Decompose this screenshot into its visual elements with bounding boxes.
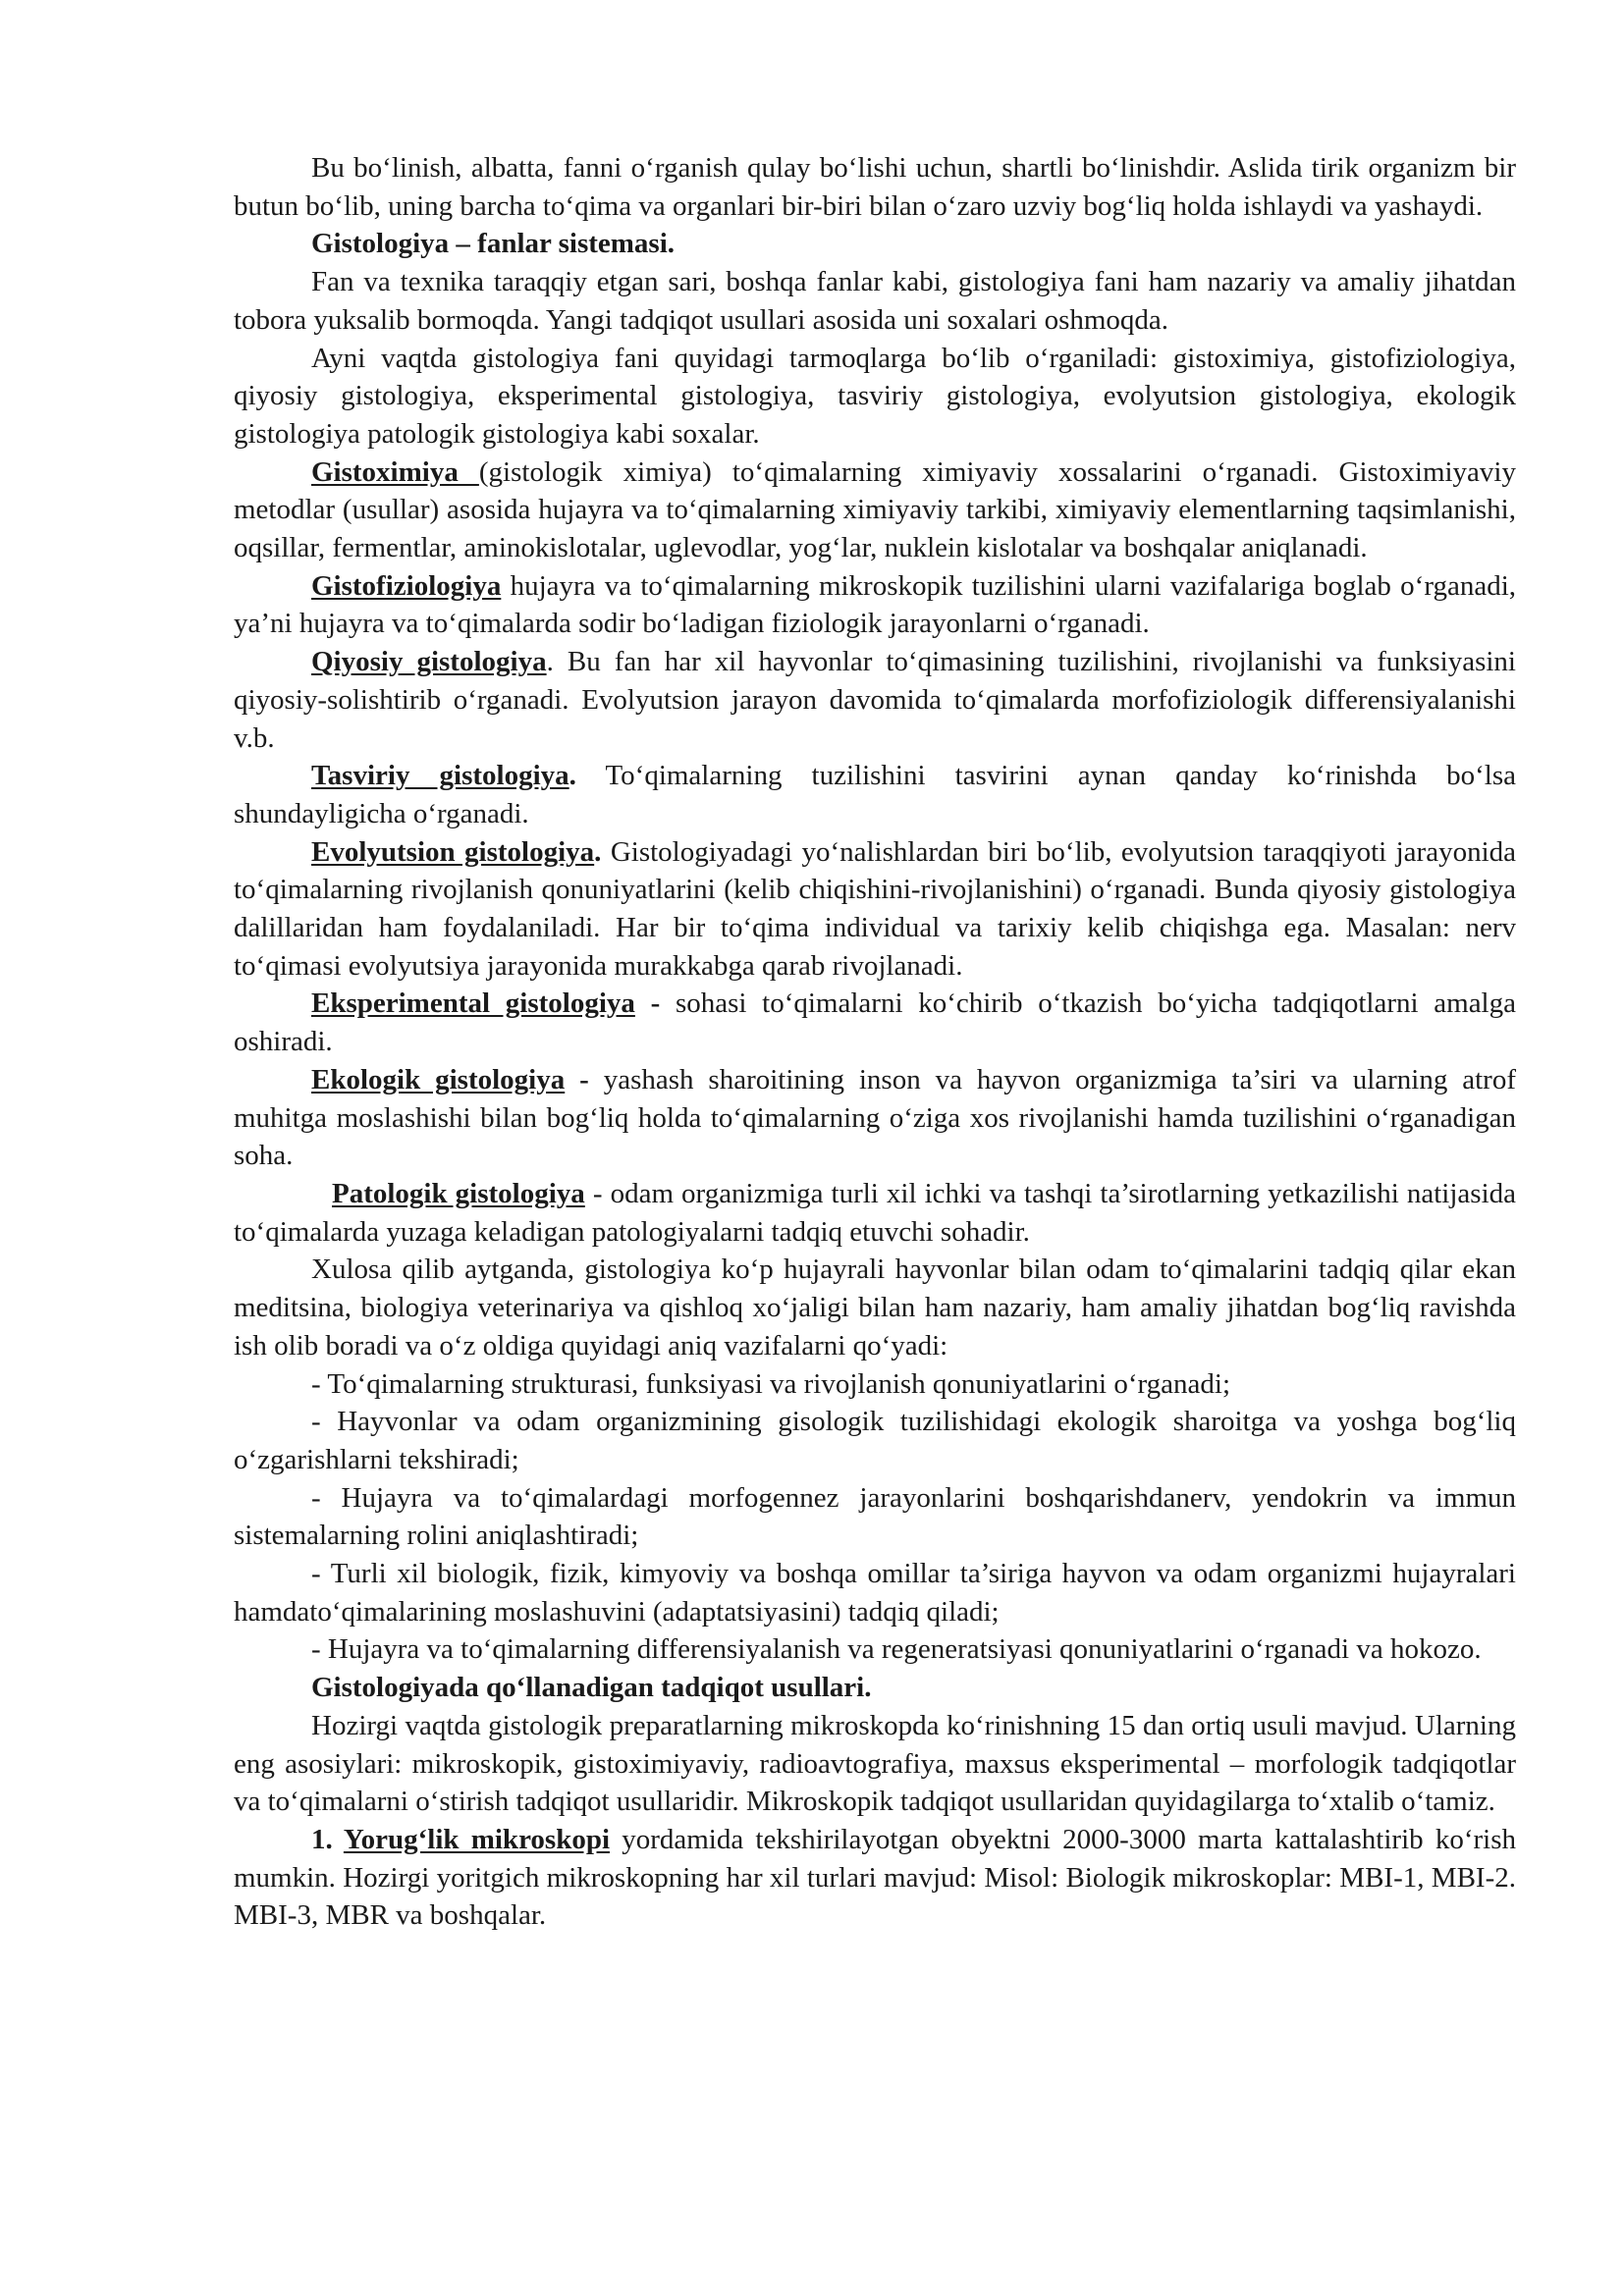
term-evolyutsion: Evolyutsion gistologiya [311, 835, 595, 868]
paragraph-tarmoqlar: Ayni vaqtda gistologiya fani quyidagi tarmoqlarga bo‘lib o‘rganiladi: gistoximiya, gistofiziologiya, qiyosiy gistologiya, eksperimental gistologiya, tasviriy gistologiya, evolyutsion gistologiya, ekologik gistologiya patologik gistologiya kabi soxalar. [234, 342, 1516, 450]
text-qiyosiy: . Bu fan har xil hayvonlar to‘qimasining tuzilishini, rivojlanishi va funksiyasini qiyosiy-solishtirib o‘rganadi. Evolyutsion jarayon davomida to‘qimalarda morfofiziologik differensiyalanishi v.b. [234, 646, 1516, 754]
paragraph-gistofiziologiya [234, 567, 1516, 643]
paragraph-yoruglik [234, 1821, 1516, 1935]
list-item: - Hayvonlar va odam organizmining gisologik tuzilishidagi ekologik sharoitga va yoshga bog‘liq o‘zgarishlarni tekshiradi; [234, 1406, 1516, 1475]
term-patologik: Patologik gistologiya [332, 1177, 585, 1209]
document-page [234, 149, 1516, 1935]
paragraph-hozirgi: Hozirgi vaqtda gistologik preparatlarning mikroskopda ko‘rinishning 15 dan ortiq usuli mavjud. Ularning eng asosiylari: mikroskopik, gistoximiyaviy, radioavtografiya, maxsus eksperimental – morfologik tadqiqotlar va to‘qimalarni o‘stirish tadqiqot usullaridir. Mikroskopik tadqiqot usullaridan quyidagilarga to‘xtalib o‘tamiz. [234, 1709, 1516, 1818]
term-qiyosiy: Qiyosiy gistologiya [311, 646, 547, 678]
list-item: - Hujayra va to‘qimalardagi morfogennez jarayonlarini boshqarishdanerv, yendokrin va immun sistemalarning rolini aniqlashtiradi; [234, 1481, 1516, 1552]
text-gistoximiya: (gistologik ximiya) to‘qimalarning ximiyaviy xossalarini o‘rganadi. Gistoximiyaviy metodlar (usullar) asosida hujayra va to‘qimalarning ximiyaviy tarkibi, ximiyaviy elementlarning taqsimlanishi, oqsillar, fermentlar, aminokislotalar, uglevodlar, yog‘lar, nuklein kislotalar va boshqalar aniqlanadi. [234, 455, 1516, 564]
paragraph-xulosa: Xulosa qilib aytganda, gistologiya ko‘p hujayrali hayvonlar bilan odam to‘qimalarini tadqiq qilar ekan meditsina, biologiya veterinariya va qishloq xo‘jaligi bilan ham nazariy, ham amaliy jihatdan bog‘liq ravishda ish olib boradi va o‘z oldiga quyidagi aniq vazifalarni qo‘yadi: [234, 1254, 1516, 1362]
term-eksperimental: Eksperimental gistologiya [311, 988, 635, 1020]
heading-tadqiqot-usullari: Gistologiyada qo‘llanadigan tadqiqot usullari. [311, 1672, 872, 1704]
term-gistofiziologiya: Gistofiziologiya [311, 569, 502, 602]
paragraph-tasviriy [234, 757, 1516, 832]
text-gistofiziologiya: hujayra va to‘qimalarning mikroskopik tuzilishini ularni vazifalariga boglab o‘rganadi, ya’ni hujayra va to‘qimalarda sodir bo‘ladigan fiziologik jarayonlarni o‘rganadi. [234, 569, 1516, 640]
paragraph-taraqqiyot: Fan va texnika taraqqiy etgan sari, boshqa fanlar kabi, gistologiya fani ham nazariy va amaliy jihatdan tobora yuksalib bormoqda. Yangi tadqiqot usullari asosida uni soxalari oshmoqda. [234, 266, 1516, 336]
dash-eksperimental: - [634, 988, 661, 1020]
heading-fanlar-sistemasi: Gistologiya – fanlar sistemasi. [311, 228, 676, 260]
paragraph-qiyosiy [234, 643, 1516, 757]
number-1: 1. [311, 1823, 344, 1855]
text-tasviriy: To‘qimalarning tuzilishini tasvirini aynan qanday ko‘rinishda bo‘lsa shundayligicha o‘rganadi. [234, 760, 1516, 829]
dot-tasviriy: . [568, 760, 576, 792]
term-yoruglik-mikroskopi: Yorug‘lik mikroskopi [343, 1823, 611, 1855]
paragraph-ekologik [234, 1061, 1516, 1175]
dash-ekologik: - [565, 1063, 589, 1095]
text-eksperimental: sohasi to‘qimalarni ko‘chirib o‘tkazish bo‘yicha tadqiqotlarni amalga oshiradi. [234, 988, 1516, 1058]
text-patologik: - odam organizmiga turli xil ichki va tashqi ta’sirotlarning yetkazilishi natijasida to‘qimalarda yuzaga keladigan patologiyalarni tadqiq etuvchi sohadir. [234, 1177, 1517, 1248]
paragraph-gistoximiya [234, 454, 1516, 567]
text-evolyutsion: Gistologiyadagi yo‘nalishlardan biri bo‘lib, evolyutsion taraqqiyoti jarayonida to‘qimalarning rivojlanish qonuniyatlarini (kelib chiqishini-rivojlanishini) o‘rganadi. Bunda qiyosiy gistologiya dalillaridan ham foydalaniladi. Har bir to‘qima individual va tarixiy kelib chiqishga ega. Masalan: nerv to‘qimasi evolyutsiya jarayonida murakkabga qarab rivojlanadi. [234, 835, 1516, 982]
term-ekologik: Ekologik gistologiya [311, 1063, 566, 1095]
term-gistoximiya: Gistoximiya [311, 455, 479, 488]
paragraph-evolyutsion [234, 833, 1516, 986]
list-item: - Hujayra va to‘qimalarning differensiyalanish va regeneratsiyasi qonuniyatlarini o‘rganadi va hokozo. [311, 1633, 1482, 1666]
paragraph-patologik [234, 1175, 1516, 1251]
text-ekologik: yashash sharoitining inson va hayvon organizmiga ta’siri va ularning atrof muhitga moslashishi bilan bog‘liq holda to‘qimalarning o‘ziga xos rivojlanishi hamda tuzilishini o‘rganadigan soha. [234, 1063, 1516, 1172]
text-yoruglik: yordamida tekshirilayotgan obyektni 2000-3000 marta kattalashtirib ko‘rish mumkin. Hozirgi yoritgich mikroskopning har xil turlari mavjud: Misol: Biologik mikroskoplar: MBI-1, MBI-2. MBI-3, MBR va boshqalar. [234, 1823, 1516, 1932]
paragraph-intro: Bu bo‘linish, albatta, fanni o‘rganish qulay bo‘lishi uchun, shartli bo‘linishdir. Aslida tirik organizm bir butun bo‘lib, uning barcha to‘qima va organlari bir-biri bilan o‘zaro uzviy bog‘liq holda ishlaydi va yashaydi. [234, 152, 1516, 222]
list-item: - Turli xil biologik, fizik, kimyoviy va boshqa omillar ta’siriga hayvon va odam organizmi hujayralari hamdato‘qimalarining moslashuvini (adaptatsiyasini) tadqiq qiladi; [234, 1558, 1516, 1628]
dot-evolyutsion: . [594, 835, 602, 868]
paragraph-eksperimental [234, 985, 1516, 1060]
list-item: - To‘qimalarning strukturasi, funksiyasi va rivojlanish qonuniyatlarini o‘rganadi; [311, 1367, 1231, 1400]
term-tasviriy: Tasviriy gistologiya [311, 760, 569, 792]
